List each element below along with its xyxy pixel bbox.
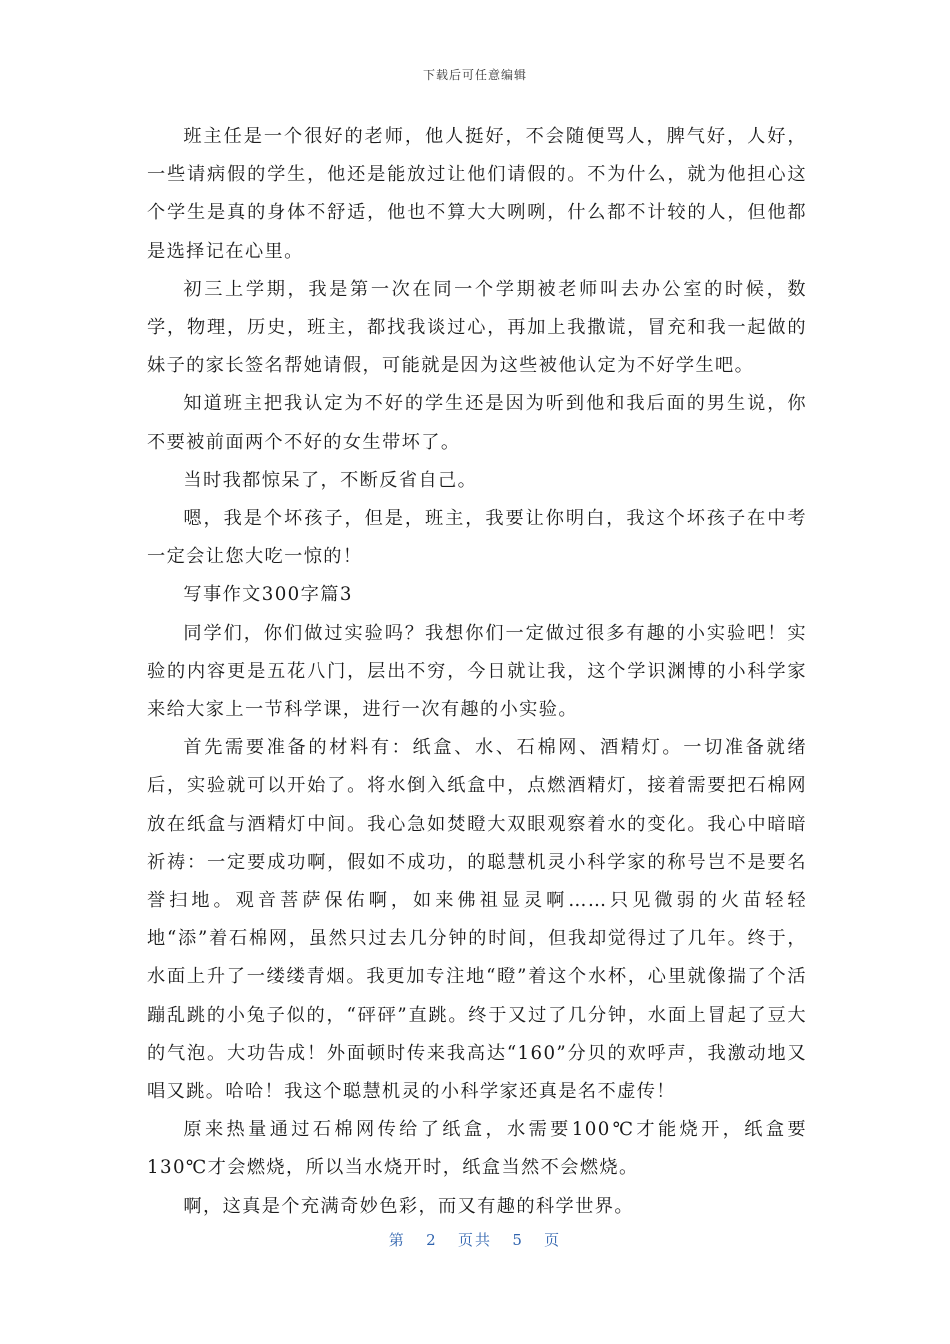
- paragraph: 嗯，我是个坏孩子，但是，班主，我要让你明白，我这个坏孩子在中考一定会让您大吃一惊的！: [147, 508, 807, 568]
- footer-suffix: 页: [544, 1231, 562, 1249]
- footer-prefix: 第: [388, 1231, 406, 1249]
- page-footer: [0, 1229, 950, 1250]
- page-header: 下载后可任意编辑: [422, 68, 527, 82]
- paragraph: 首先需要准备的材料有：纸盒、水、石棉网、酒精灯。一切准备就绪后，实验就可以开始了。将水倒入纸盒中，点燃酒精灯，接着需要把石棉网放在纸盒与酒精灯中间。我心急如焚瞪大双眼观察着水的变化。我心中暗暗祈祷：一定要成功啊，假如不成功，的聪慧机灵小科学家的称号岂不是要名誉扫地。观音菩萨保佑啊，如来佛祖显灵啊……只见微弱的火苗轻轻地“添”着石棉网，虽然只过去几分钟的时间，但我却觉得过了几年。终于，水面上升了一缕缕青烟。我更加专注地“瞪”着这个水杯，心里就像揣了个活蹦乱跳的小兔子似的，“砰砰”直跳。终于又过了几分钟，水面上冒起了豆大的气泡。大功告成！外面顿时传来我高达“160”分贝的欢呼声，我激动地又唱又跳。哈哈！我这个聪慧机灵的小科学家还真是名不虚传！: [147, 737, 807, 1103]
- document-body: [147, 118, 807, 1226]
- current-page-number: 2: [426, 1231, 438, 1249]
- footer-middle: 页共: [457, 1231, 492, 1249]
- paragraph: 知道班主把我认定为不好的学生还是因为听到他和我后面的男生说，你不要被前面两个不好的女生带坏了。: [147, 393, 807, 453]
- section-heading: 写事作文300字篇3: [183, 584, 353, 606]
- paragraph: 当时我都惊呆了，不断反省自己。: [183, 469, 478, 491]
- paragraph: 原来热量通过石棉网传给了纸盒，水需要100℃才能烧开，纸盒要130℃才会燃烧，所以当水烧开时，纸盒当然不会燃烧。: [147, 1119, 807, 1179]
- total-pages-number: 5: [512, 1231, 524, 1249]
- paragraph: 同学们，你们做过实验吗？我想你们一定做过很多有趣的小实验吧！实验的内容更是五花八门，层出不穷，今日就让我，这个学识渊博的小科学家来给大家上一节科学课，进行一次有趣的小实验。: [147, 622, 807, 721]
- paragraph: 初三上学期，我是第一次在同一个学期被老师叫去办公室的时候，数学，物理，历史，班主，都找我谈过心，再加上我撒谎，冒充和我一起做的妹子的家长签名帮她请假，可能就是因为这些被他认定为不好学生吧。: [147, 278, 807, 377]
- paragraph: 班主任是一个很好的老师，他人挺好，不会随便骂人，脾气好，人好，一些请病假的学生，他还是能放过让他们请假的。不为什么，就为他担心这个学生是真的身体不舒适，他也不算大大咧咧，什么都不计较的人，但他都是选择记在心里。: [147, 126, 807, 262]
- paragraph: 啊，这真是个充满奇妙色彩，而又有趣的科学世界。: [183, 1195, 634, 1217]
